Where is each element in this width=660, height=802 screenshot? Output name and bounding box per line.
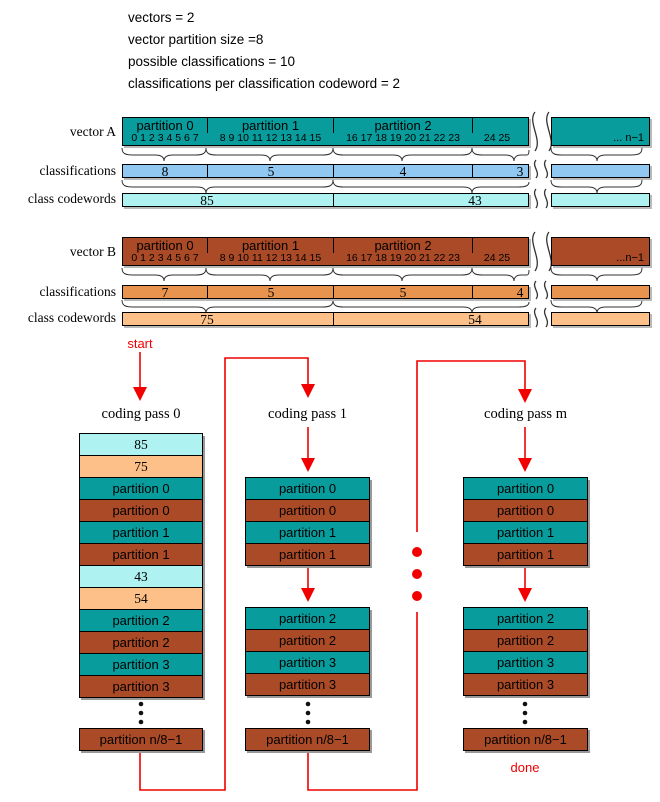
divider: [333, 313, 334, 325]
classification-value: 4: [516, 285, 524, 300]
class-codewords-a-label: class codewords: [27, 191, 116, 206]
coding-box-label: partition n/8−1: [266, 732, 349, 747]
vertical-ellipsis-dots: [139, 702, 528, 725]
coding-box: [463, 728, 588, 751]
vector-a-classifications-bar: [122, 164, 529, 178]
classification-value: 3: [516, 164, 524, 179]
coding-box: [79, 499, 203, 522]
divider: [333, 286, 334, 298]
codeword-value: 43: [468, 193, 482, 208]
divider: [333, 165, 334, 177]
classification-value: 4: [399, 164, 407, 179]
classification-value: 5: [267, 285, 275, 300]
classification-value: 8: [161, 164, 169, 179]
coding-pass-m-last-box: [463, 728, 588, 751]
done-label: done: [510, 760, 540, 775]
coding-box: [245, 607, 370, 630]
vector-a-tail-indices: 24 25: [483, 132, 511, 144]
coding-box: [79, 587, 203, 610]
divider: [472, 286, 473, 298]
vector-b-partition-0-indices: 0 1 2 3 4 5 6 7: [131, 252, 199, 264]
coding-box: [79, 455, 203, 478]
coding-box-label: 85: [134, 437, 148, 452]
coding-box: [245, 499, 370, 522]
codeword-value: 75: [200, 312, 214, 327]
coding-box-label: partition 0: [278, 481, 337, 496]
divider: [333, 194, 334, 206]
coding-box: [463, 651, 588, 674]
vector-a-codewords-bar-continued: [551, 193, 650, 207]
coding-box-label: partition n/8−1: [484, 732, 567, 747]
coding-box-label: partition 3: [278, 677, 337, 692]
codeword-value: 85: [200, 193, 214, 208]
vector-b-bar: [122, 237, 529, 266]
coding-box: [79, 631, 203, 654]
coding-pass-1-last-box: [245, 728, 370, 751]
divider: [207, 286, 208, 298]
coding-box: [463, 607, 588, 630]
vector-a-partition-1-label: partition 1: [208, 118, 334, 133]
vector-b-tail-indices: 24 25: [483, 252, 511, 264]
coding-box-label: partition 0: [496, 481, 555, 496]
coding-box: [245, 477, 370, 500]
vector-a-partition-2-indices: 16 17 18 19 20 21 22 23: [346, 132, 460, 144]
coding-box-label: partition 2: [112, 635, 170, 650]
coding-box-label: partition 3: [496, 677, 555, 692]
coding-pass-m-group-1: [463, 478, 588, 566]
bar-break-squiggles: [533, 112, 552, 327]
codeword-value: 54: [468, 312, 482, 327]
coding-box: [245, 521, 370, 544]
coding-box-label: 43: [134, 569, 148, 584]
vector-b-classifications-bar: [122, 285, 529, 299]
coding-box-label: 54: [134, 591, 148, 606]
classification-value: 7: [161, 285, 169, 300]
vector-a-bar: [122, 117, 529, 146]
vector-b-partition-0-label: partition 0: [123, 238, 208, 253]
coding-box: [79, 433, 203, 456]
vector-a-partition-0-indices: 0 1 2 3 4 5 6 7: [131, 132, 199, 144]
coding-box-label: partition n/8−1: [99, 732, 183, 747]
classifications-b-label: classifications: [39, 284, 116, 299]
coding-box-label: 75: [134, 459, 148, 474]
coding-box-label: partition 0: [496, 503, 555, 518]
coding-pass-1-group-1: [245, 478, 370, 566]
coding-box: [463, 629, 588, 652]
parameters-block: [128, 7, 400, 95]
vector-a-label: vector A: [69, 124, 116, 139]
coding-box-label: partition 2: [112, 613, 170, 628]
vector-b-label: vector B: [69, 244, 116, 259]
coding-box-label: partition 2: [496, 633, 555, 648]
brace-set-vector-a-codewords: [122, 180, 642, 193]
coding-box: [245, 728, 370, 751]
coding-pass-1-group-2: [245, 608, 370, 696]
coding-box-label: partition 1: [278, 525, 337, 540]
coding-box: [79, 609, 203, 632]
coding-box-label: partition 1: [496, 525, 555, 540]
param-vectors: vectors = 2: [128, 10, 195, 25]
start-label: start: [127, 336, 153, 351]
coding-box: [79, 521, 203, 544]
coding-box-label: partition 1: [278, 547, 337, 562]
coding-pass-0-title: coding pass 0: [101, 406, 181, 422]
vector-b-partition-1-indices: 8 9 10 11 12 13 14 15: [219, 252, 322, 264]
red-ellipsis-dots: [412, 547, 422, 601]
coding-box: [79, 653, 203, 676]
coding-box: [79, 565, 203, 588]
coding-box-label: partition 0: [112, 503, 170, 518]
param-classifications-per-codeword: classifications per classification codeword = 2: [128, 76, 401, 91]
coding-box-label: partition 2: [496, 611, 555, 626]
classification-value: 5: [399, 285, 407, 300]
vector-a-partition-2-label: partition 2: [334, 118, 473, 133]
vector-b-partition-2-label: partition 2: [334, 238, 473, 253]
coding-pass-m-group-2: [463, 608, 588, 696]
divider: [472, 165, 473, 177]
coding-box-label: partition 0: [278, 503, 337, 518]
coding-box-label: partition 3: [496, 655, 555, 670]
coding-box: [463, 477, 588, 500]
classifications-a-label: classifications: [39, 163, 116, 178]
vector-a-codewords-bar: [122, 193, 529, 207]
coding-box-label: partition 3: [112, 657, 170, 672]
coding-box: [79, 675, 203, 698]
coding-box-label: partition 1: [112, 525, 170, 540]
vector-b-end-label: ...n−1: [616, 252, 644, 264]
coding-box: [245, 651, 370, 674]
coding-box: [245, 673, 370, 696]
divider: [207, 165, 208, 177]
coding-box-label: partition 2: [278, 633, 337, 648]
coding-pass-m-title: coding pass m: [484, 406, 567, 422]
vector-a-bar-continued: [551, 117, 650, 146]
coding-pass-0-last-box: [79, 728, 203, 751]
coding-box: [463, 499, 588, 522]
vector-a-partition-0-label: partition 0: [123, 118, 208, 133]
vector-a-partition-1-indices: 8 9 10 11 12 13 14 15: [219, 132, 322, 144]
vector-b-partition-1-label: partition 1: [208, 238, 334, 253]
coding-pass-0-stack: [79, 434, 203, 698]
param-possible-classifications: possible classifications = 10: [128, 54, 295, 69]
vector-b-codewords-bar: [122, 312, 529, 326]
coding-box: [463, 543, 588, 566]
coding-box: [463, 673, 588, 696]
coding-box-label: partition 3: [278, 655, 337, 670]
coding-box: [79, 543, 203, 566]
brace-set-vector-a-classifications: [122, 148, 642, 161]
vector-b-classifications-bar-continued: [551, 285, 650, 299]
vector-b-bar-continued: [551, 237, 650, 266]
brace-set-vector-b-classifications: [122, 268, 642, 281]
coding-pass-1-title: coding pass 1: [268, 406, 347, 422]
coding-box-label: partition 0: [112, 481, 170, 496]
coding-box: [463, 521, 588, 544]
coding-box-label: partition 3: [112, 679, 170, 694]
vector-a-classifications-bar-continued: [551, 164, 650, 178]
vector-b-codewords-bar-continued: [551, 312, 650, 326]
coding-box-label: partition 1: [112, 547, 170, 562]
vector-b-partition-2-indices: 16 17 18 19 20 21 22 23: [346, 252, 460, 264]
coding-box: [79, 728, 203, 751]
param-partition-size: vector partition size =8: [128, 32, 264, 47]
vector-a-end-label: ... n−1: [613, 132, 644, 144]
class-codewords-b-label: class codewords: [27, 310, 116, 325]
coding-box: [245, 543, 370, 566]
coding-box: [79, 477, 203, 500]
coding-box: [245, 629, 370, 652]
classification-value: 5: [267, 164, 275, 179]
coding-box-label: partition 2: [278, 611, 337, 626]
coding-box-label: partition 1: [496, 547, 555, 562]
